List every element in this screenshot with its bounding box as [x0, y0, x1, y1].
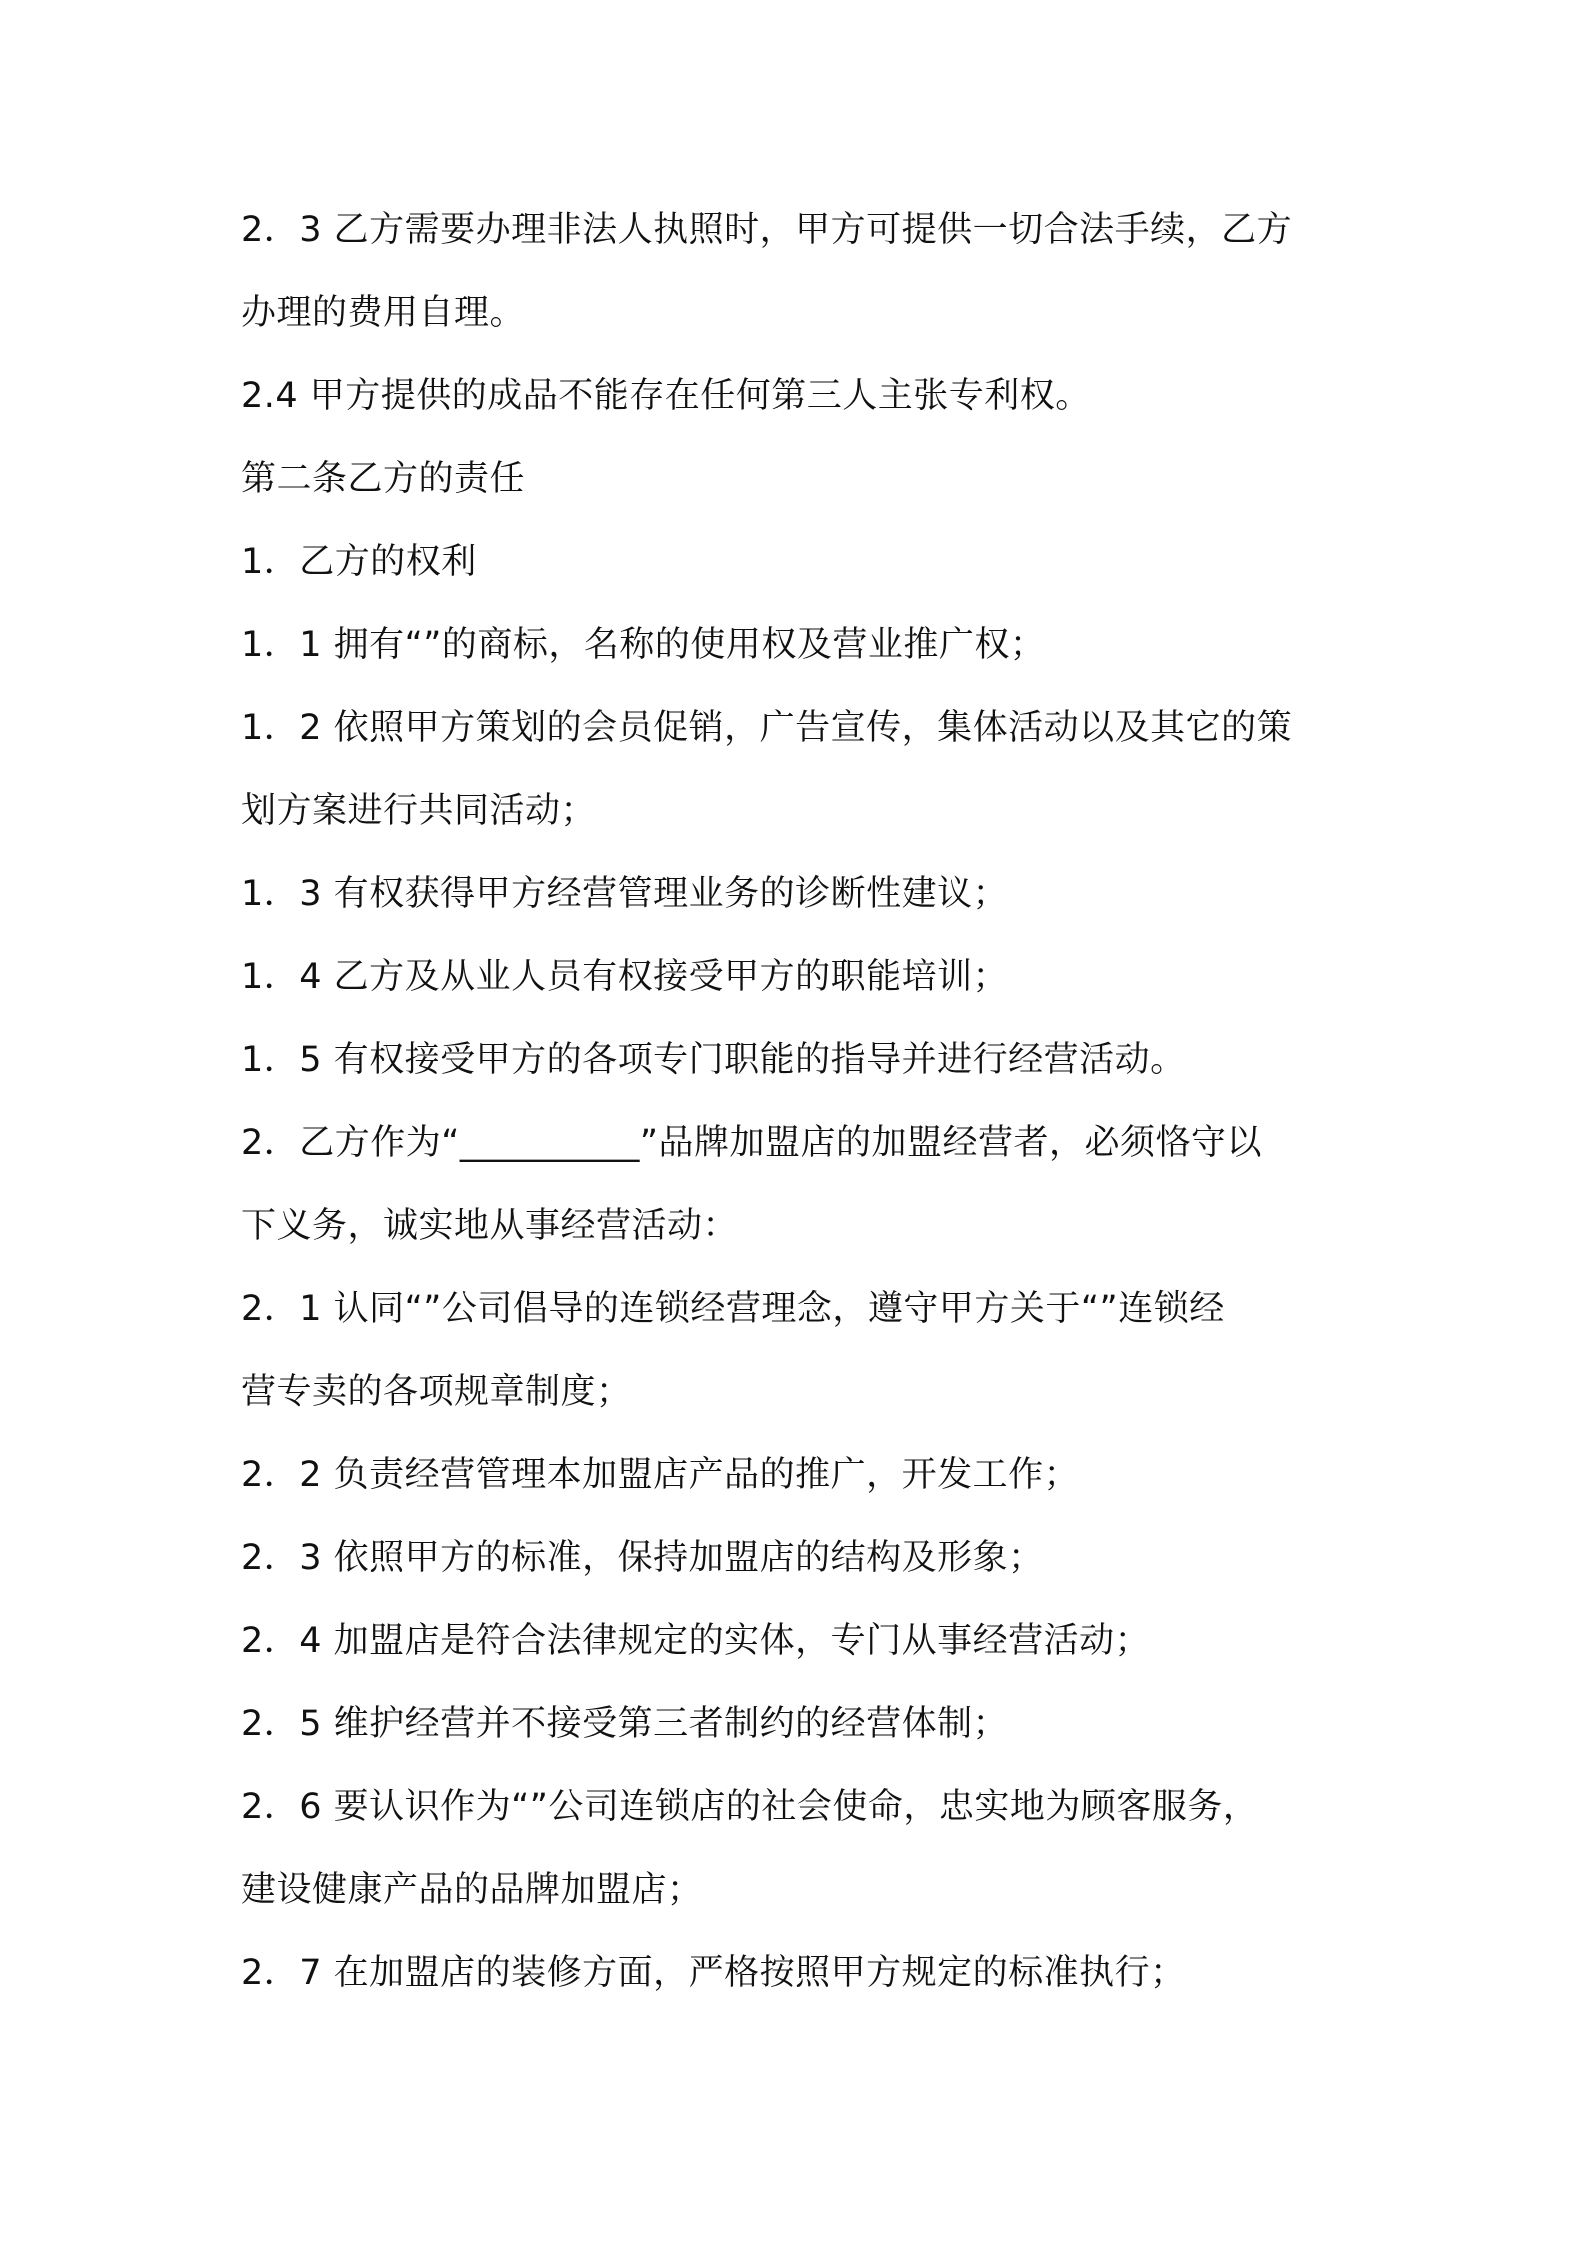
text-line: 1．乙方的权利 [241, 542, 477, 582]
text-line: 1．1 拥有“”的商标，名称的使用权及营业推广权； [241, 625, 1046, 665]
text-line: 2．7 在加盟店的装修方面，严格按照甲方规定的标准执行； [241, 1953, 1186, 1993]
text-line: 下义务，诚实地从事经营活动： [241, 1206, 739, 1246]
text-line: 2.4 甲方提供的成品不能存在任何第三人主张专利权。 [241, 376, 1091, 416]
text-line: 2．3 乙方需要办理非法人执照时，甲方可提供一切合法手续，乙方 [241, 210, 1293, 250]
text-line: 建设健康产品的品牌加盟店； [241, 1870, 703, 1910]
text-line: 划方案进行共同活动； [241, 791, 597, 831]
section-heading: 第二条乙方的责任 [241, 459, 526, 499]
text-line: 办理的费用自理。 [241, 293, 526, 333]
text-line: 营专卖的各项规章制度； [241, 1372, 632, 1412]
text-line: 2．6 要认识作为“”公司连锁店的社会使命，忠实地为顾客服务， [241, 1787, 1259, 1827]
text-line: 1．2 依照甲方策划的会员促销，广告宣传，集体活动以及其它的策 [241, 708, 1293, 748]
text-line: 2．乙方作为“__________”品牌加盟店的加盟经营者，必须恪守以 [241, 1123, 1263, 1163]
text-line: 2．1 认同“”公司倡导的连锁经营理念，遵守甲方关于“”连锁经 [241, 1289, 1225, 1329]
document-body [241, 198, 1361, 2024]
text-line: 1．3 有权获得甲方经营管理业务的诊断性建议； [241, 874, 1009, 914]
text-line: 2．5 维护经营并不接受第三者制约的经营体制； [241, 1704, 1009, 1744]
text-line: 1．4 乙方及从业人员有权接受甲方的职能培训； [241, 957, 1009, 997]
text-line: 2．2 负责经营管理本加盟店产品的推广，开发工作； [241, 1455, 1080, 1495]
text-line: 2．3 依照甲方的标准，保持加盟店的结构及形象； [241, 1538, 1044, 1578]
text-line: 2．4 加盟店是符合法律规定的实体，专门从事经营活动； [241, 1621, 1151, 1661]
text-line: 1．5 有权接受甲方的各项专门职能的指导并进行经营活动。 [241, 1040, 1186, 1080]
